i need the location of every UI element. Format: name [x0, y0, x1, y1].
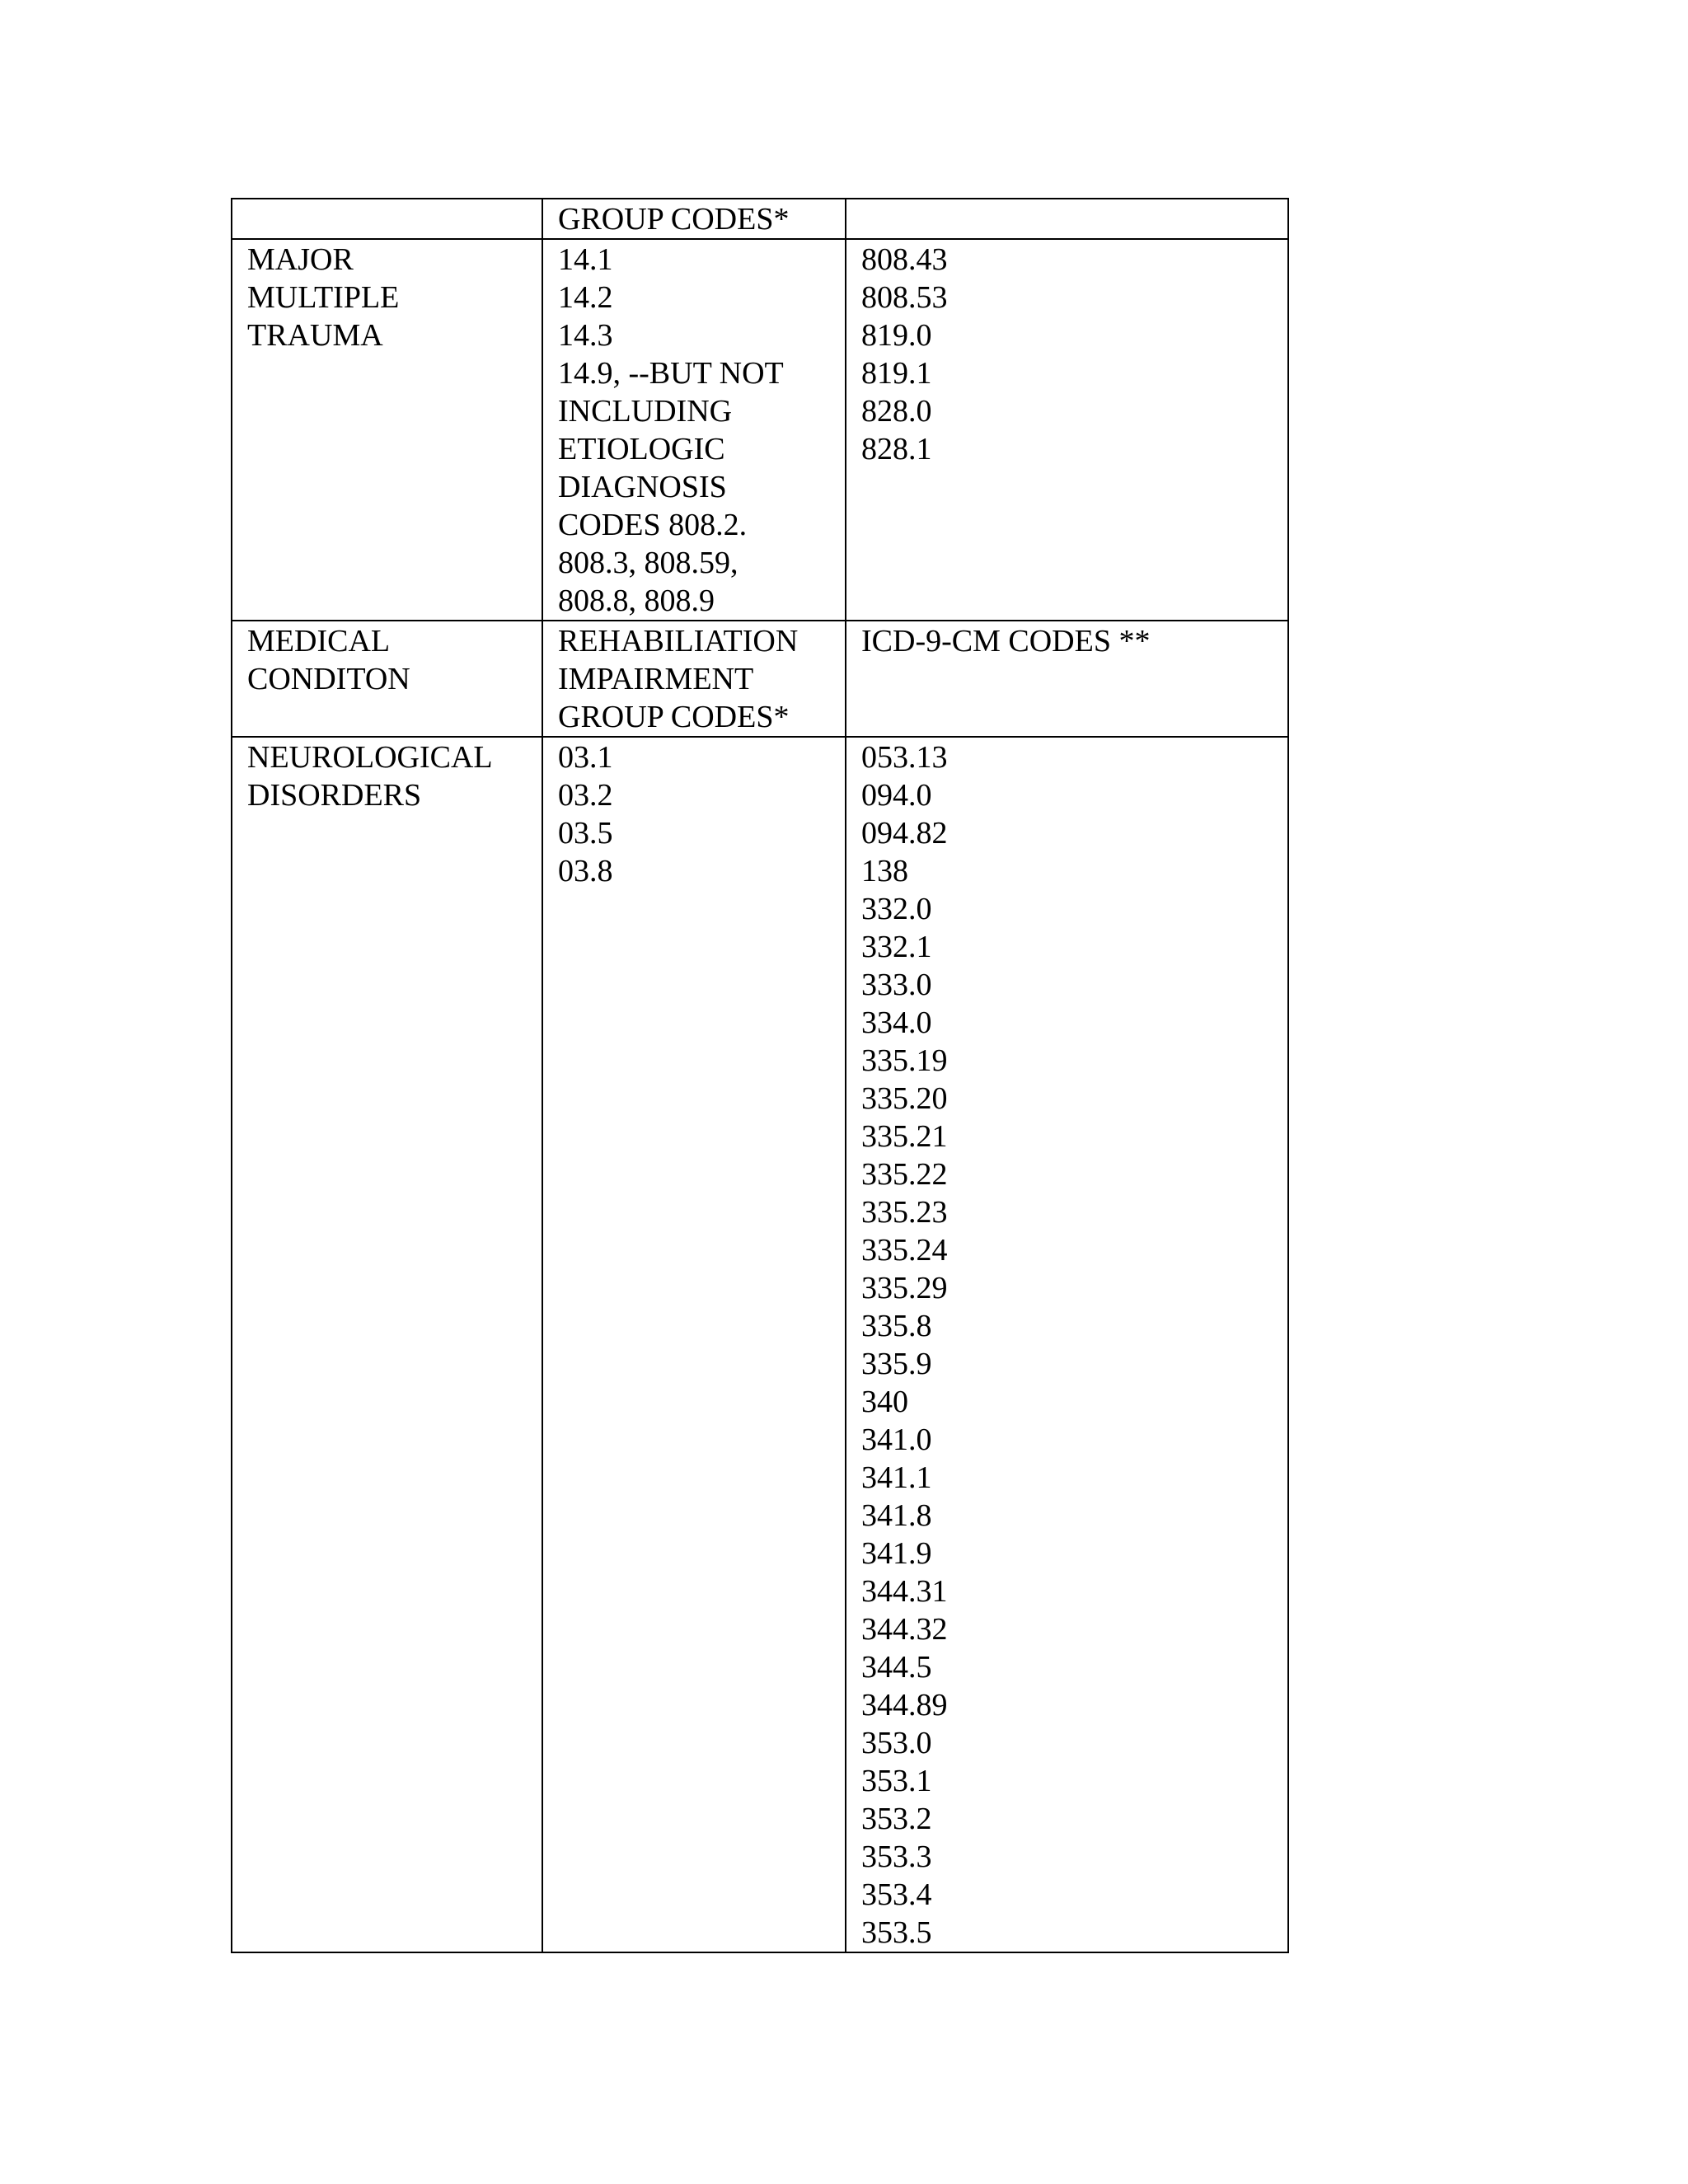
cell-line: 334.0 — [861, 1005, 932, 1040]
cell-line: 353.5 — [861, 1915, 932, 1950]
cell-line: 03.2 — [558, 778, 613, 813]
table-row — [232, 239, 1288, 621]
cell-line: 03.8 — [558, 854, 613, 888]
condition-cell — [232, 239, 542, 621]
cell-line: 819.0 — [861, 318, 932, 353]
group-codes-cell — [542, 199, 846, 239]
cell-line: MULTIPLE — [247, 280, 400, 315]
cell-line: 341.9 — [861, 1536, 932, 1571]
cell-line: INCLUDING — [558, 394, 733, 429]
cell-line: 335.21 — [861, 1119, 948, 1154]
cell-line: 353.3 — [861, 1840, 932, 1874]
cell-line: 335.8 — [861, 1309, 932, 1343]
cell-line: 053.13 — [861, 740, 948, 775]
cell-line: 353.4 — [861, 1877, 932, 1912]
group-codes-cell — [542, 239, 846, 621]
cell-line: 828.1 — [861, 432, 932, 466]
cell-line: 335.19 — [861, 1043, 948, 1078]
cell-line: 353.2 — [861, 1802, 932, 1836]
cell-line: CONDITON — [247, 662, 410, 696]
cell-line: TRAUMA — [247, 318, 383, 353]
cell-line: 335.24 — [861, 1233, 948, 1268]
cell-line: 332.1 — [861, 930, 932, 964]
cell-line: 808.53 — [861, 280, 948, 315]
cell-line: 353.1 — [861, 1764, 932, 1798]
cell-line: 341.8 — [861, 1498, 932, 1533]
cell-line: 808.8, 808.9 — [558, 583, 715, 618]
icd-codes-cell — [846, 239, 1288, 621]
cell-line: 341.0 — [861, 1422, 932, 1457]
cell-line: 344.31 — [861, 1574, 948, 1609]
cell-line: 138 — [861, 854, 908, 888]
table-row — [232, 621, 1288, 737]
empty-line — [247, 200, 527, 238]
impairment-codes-table — [231, 198, 1289, 1953]
cell-line: MEDICAL — [247, 624, 391, 658]
cell-line: 344.32 — [861, 1612, 948, 1647]
cell-line: CODES 808.2. — [558, 508, 748, 542]
cell-line: 14.9, --BUT NOT — [558, 356, 784, 391]
cell-line: REHABILIATION — [558, 624, 799, 658]
cell-line: 333.0 — [861, 968, 932, 1002]
cell-line: IMPAIRMENT — [558, 662, 754, 696]
cell-line: 332.0 — [861, 892, 932, 926]
cell-line: 808.3, 808.59, — [558, 546, 738, 580]
group-codes-cell — [542, 621, 846, 737]
cell-line: ICD-9-CM CODES ** — [861, 624, 1151, 658]
cell-line: GROUP CODES* — [558, 700, 790, 734]
icd-codes-cell — [846, 621, 1288, 737]
cell-line: GROUP CODES* — [558, 202, 790, 237]
icd-codes-cell — [846, 737, 1288, 1952]
cell-line: 14.1 — [558, 242, 613, 277]
cell-line: 819.1 — [861, 356, 932, 391]
cell-line: 335.29 — [861, 1271, 948, 1305]
cell-line: 340 — [861, 1385, 908, 1419]
cell-line: 14.2 — [558, 280, 613, 315]
cell-line: 14.3 — [558, 318, 613, 353]
cell-line: 335.20 — [861, 1081, 948, 1116]
cell-line: 335.22 — [861, 1157, 948, 1192]
group-codes-cell — [542, 737, 846, 1952]
cell-line: DISORDERS — [247, 778, 422, 813]
cell-line: MAJOR — [247, 242, 354, 277]
cell-line: 335.9 — [861, 1347, 932, 1381]
cell-line: ETIOLOGIC — [558, 432, 725, 466]
cell-line: 094.0 — [861, 778, 932, 813]
cell-line: 03.1 — [558, 740, 613, 775]
empty-line — [861, 200, 1273, 238]
cell-line: 808.43 — [861, 242, 948, 277]
table-row — [232, 737, 1288, 1952]
condition-cell — [232, 737, 542, 1952]
condition-cell — [232, 199, 542, 239]
table-body — [232, 199, 1288, 1952]
cell-line: 335.23 — [861, 1195, 948, 1230]
cell-line: 353.0 — [861, 1726, 932, 1760]
cell-line: 341.1 — [861, 1460, 932, 1495]
cell-line: NEUROLOGICAL — [247, 740, 493, 775]
cell-line: 828.0 — [861, 394, 932, 429]
cell-line: 03.5 — [558, 816, 613, 851]
cell-line: 344.5 — [861, 1650, 932, 1685]
icd-codes-cell — [846, 199, 1288, 239]
cell-line: 344.89 — [861, 1688, 948, 1722]
table-row — [232, 199, 1288, 239]
cell-line: DIAGNOSIS — [558, 470, 727, 504]
cell-line: 094.82 — [861, 816, 948, 851]
condition-cell — [232, 621, 542, 737]
